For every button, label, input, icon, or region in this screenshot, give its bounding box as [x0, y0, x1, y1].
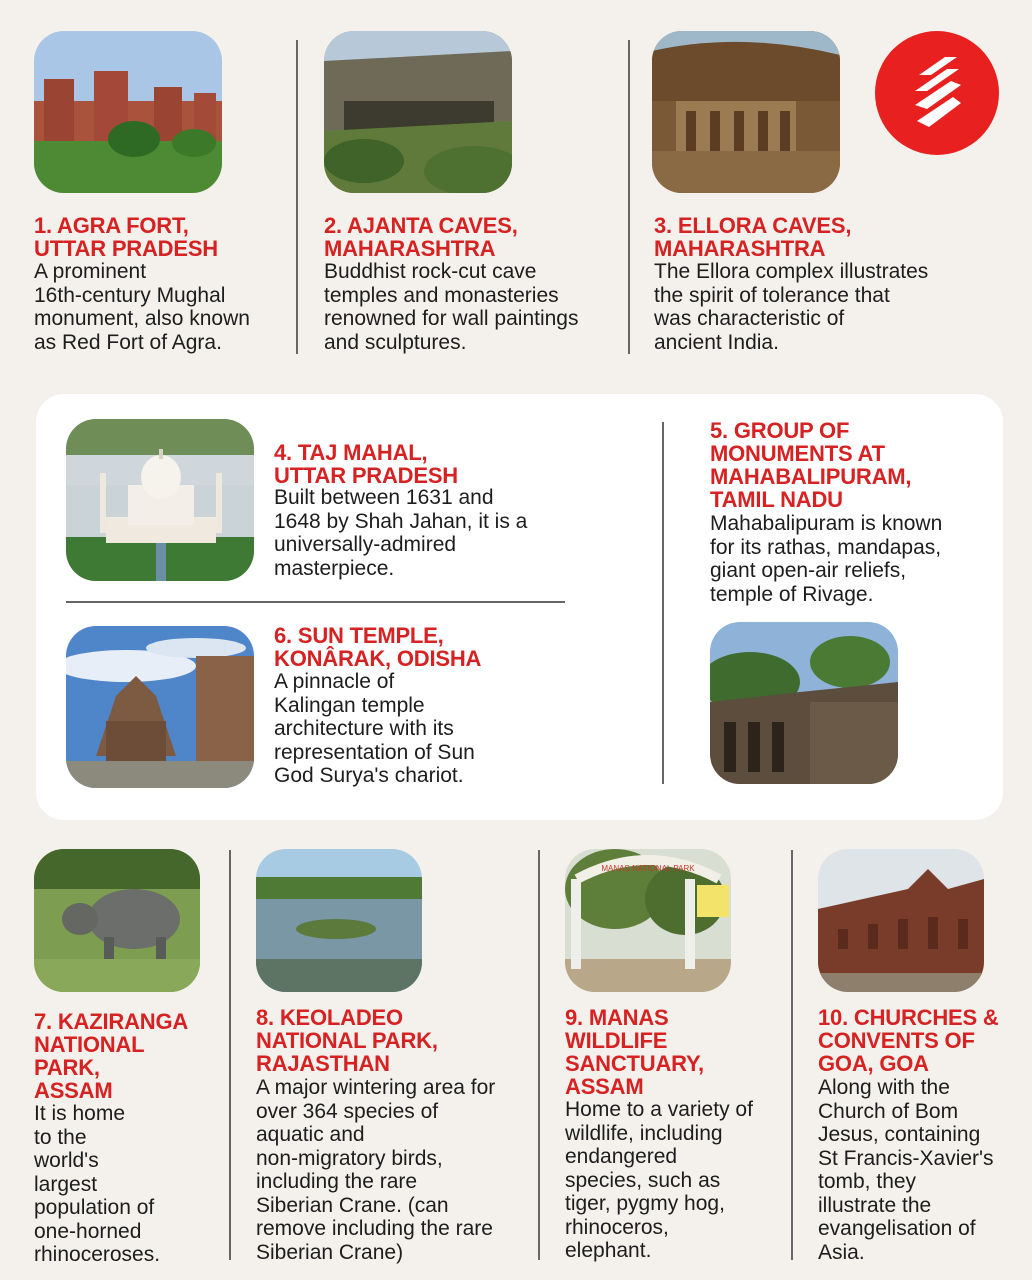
site-9-title: 9. MANAS WILDLIFE SANCTUARY, ASSAM — [565, 1005, 704, 1099]
sun-temple-photo — [66, 626, 254, 788]
site-4-title: 4. TAJ MAHAL, UTTAR PRADESH — [274, 440, 458, 488]
site-1-title: 1. AGRA FORT, UTTAR PRADESH — [34, 213, 218, 261]
divider — [628, 40, 630, 354]
site-3-description: The Ellora complex illustrates the spirit of tolerance that was characteristic of ancient India. — [654, 260, 929, 354]
divider — [791, 850, 793, 1260]
divider — [229, 850, 231, 1260]
site-7-title: 7. KAZIRANGA NATIONAL PARK, ASSAM — [34, 1009, 189, 1103]
kaziranga-photo — [34, 849, 200, 992]
divider — [296, 40, 298, 354]
site-1-description: A prominent 16th-century Mughal monument, also known as Red Fort of Agra. — [34, 260, 250, 354]
site-6-title: 6. SUN TEMPLE, KONÂRAK, ODISHA — [274, 623, 482, 671]
site-10-description: Along with the Church of Bom Jesus, containing St Francis-Xavier's tomb, they illustrate the evangelisation of Asia. — [818, 1076, 994, 1264]
ajanta-caves-photo — [324, 31, 512, 193]
ellora-caves-photo — [652, 31, 840, 193]
agra-fort-photo — [34, 31, 222, 193]
site-7-description: It is home to the world's largest population of one-horned rhinoceroses. — [34, 1102, 161, 1266]
indian-express-logo — [875, 31, 999, 155]
site-9-description: Home to a variety of wildlife, including endangered species, such as tiger, pygmy hog, rhinoceros, elephant. — [565, 1098, 753, 1262]
keoladeo-photo — [256, 849, 422, 992]
site-2-description: Buddhist rock-cut cave temples and monasteries renowned for wall paintings and sculptures. — [324, 260, 579, 354]
site-10-title: 10. CHURCHES & CONVENTS OF GOA, GOA — [818, 1005, 999, 1076]
mahabalipuram-photo — [710, 622, 898, 784]
divider — [662, 422, 664, 784]
site-8-description: A major wintering area for over 364 species of aquatic and non-migratory birds, including the rare Siberian Crane. (can remove including the rare Siberian Crane) — [256, 1076, 496, 1264]
site-3-title: 3. ELLORA CAVES, MAHARASHTRA — [654, 213, 852, 261]
site-5-description: Mahabalipuram is known for its rathas, mandapas, giant open-air reliefs, temple of Rivage. — [710, 512, 943, 606]
indian-express-logo-icon — [875, 31, 999, 155]
site-2-title: 2. AJANTA CAVES, MAHARASHTRA — [324, 213, 518, 261]
goa-church-photo — [818, 849, 984, 992]
site-4-description: Built between 1631 and 1648 by Shah Jahan, it is a universally-admired masterpiece. — [274, 486, 528, 580]
manas-photo — [565, 849, 731, 992]
site-8-title: 8. KEOLADEO NATIONAL PARK, RAJASTHAN — [256, 1005, 438, 1076]
site-6-description: A pinnacle of Kalingan temple architecture with its representation of Sun God Surya's chariot. — [274, 670, 475, 787]
manas-arch-sign: MANAS NATIONAL PARK — [601, 864, 695, 873]
taj-mahal-photo — [66, 419, 254, 581]
divider — [66, 601, 565, 603]
site-5-title: 5. GROUP OF MONUMENTS AT MAHABALIPURAM, TAMIL NADU — [710, 418, 912, 512]
divider — [538, 850, 540, 1260]
